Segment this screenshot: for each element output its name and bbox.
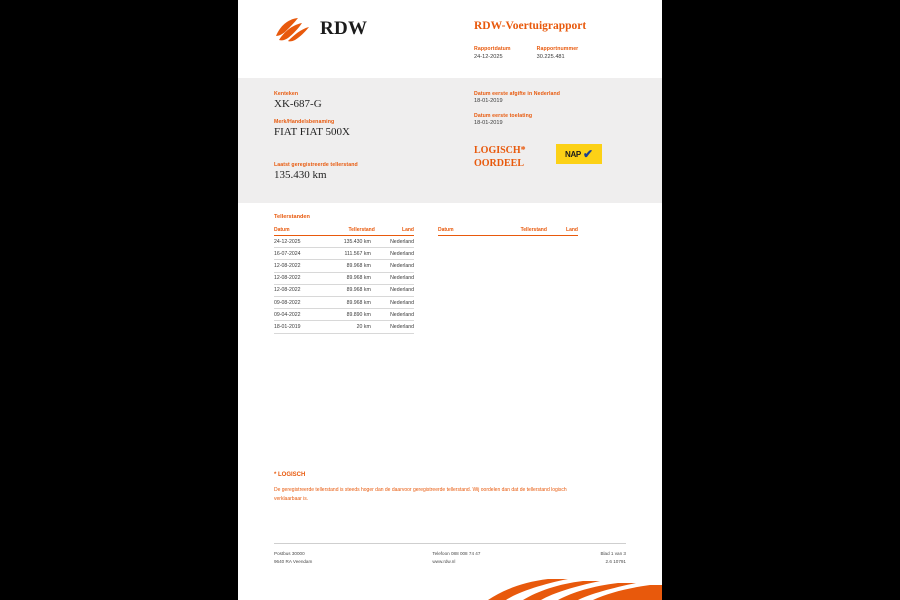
footer-phone: Telefoon 088 008 74 47 xyxy=(432,551,481,556)
table-row xyxy=(274,248,414,260)
cell-country: Nederland xyxy=(375,284,414,296)
last-odometer-block xyxy=(274,162,358,190)
cell-odometer: 89.968 km xyxy=(320,260,374,272)
first-admission-value: 18-01-2019 xyxy=(474,120,503,126)
odometer-section-title: Tellerstanden xyxy=(274,214,310,220)
cell-date: 12-08-2022 xyxy=(274,260,320,272)
table-row xyxy=(274,236,414,248)
cell-country: Nederland xyxy=(375,248,414,260)
column-header-country: Land xyxy=(375,227,414,236)
vehicle-identity-block xyxy=(274,91,350,147)
rdw-logo xyxy=(274,16,367,42)
footer-address-line1: Postbus 30000 xyxy=(274,551,305,556)
nap-badge xyxy=(556,144,602,164)
table-header-row xyxy=(438,227,578,236)
column-header-date: Datum xyxy=(438,227,478,236)
last-odometer-label: Laatst geregistreerde tellerstand xyxy=(274,162,358,168)
page-title: RDW-Voertuigrapport xyxy=(474,20,587,32)
rdw-logo-icon xyxy=(274,16,312,42)
license-plate-value: XK-687-G xyxy=(274,98,322,110)
cell-date: 09-04-2022 xyxy=(274,309,320,321)
odometer-table-right xyxy=(438,227,578,236)
column-header-odometer: Tellerstand xyxy=(320,227,374,236)
first-admission-label: Datum eerste toelating xyxy=(474,113,533,119)
column-header-country: Land xyxy=(547,227,578,236)
cell-date: 18-01-2019 xyxy=(274,321,320,333)
footer-contact xyxy=(432,550,480,565)
table-row xyxy=(274,296,414,308)
report-date-label: Rapportdatum xyxy=(474,46,511,52)
cell-odometer: 111.567 km xyxy=(320,248,374,260)
odometer-table-body xyxy=(274,236,414,334)
footer-graphic xyxy=(238,578,662,600)
footer-website[interactable]: www.rdw.nl xyxy=(432,558,456,564)
column-header-date: Datum xyxy=(274,227,320,236)
footer-address xyxy=(274,550,312,565)
odometer-table-left xyxy=(274,227,414,334)
report-meta xyxy=(474,46,604,60)
check-icon: ✔ xyxy=(582,147,594,161)
report-date-block xyxy=(474,46,511,60)
rdw-logo-text: RDW xyxy=(320,18,368,39)
nap-badge-text: NAP xyxy=(564,149,581,159)
cell-odometer: 89.890 km xyxy=(320,309,374,321)
table-row xyxy=(274,321,414,333)
verdict-line-1: LOGISCH* xyxy=(474,145,526,156)
verdict-line-2: OORDEEL xyxy=(474,158,525,169)
cell-odometer: 89.968 km xyxy=(320,296,374,308)
report-number-label: Rapportnummer xyxy=(536,46,579,52)
document-footer xyxy=(274,543,626,565)
footer-address-line2: 9640 RA Veendam xyxy=(274,558,313,564)
cell-country: Nederland xyxy=(375,236,414,248)
document-header xyxy=(238,0,662,78)
cell-date: 12-08-2022 xyxy=(274,284,320,296)
cell-odometer: 20 km xyxy=(320,321,374,333)
table-row xyxy=(274,284,414,296)
cell-odometer: 135.430 km xyxy=(320,236,374,248)
cell-country: Nederland xyxy=(375,309,414,321)
footer-form-code: 2.6 10791 xyxy=(605,558,626,564)
column-header-odometer: Tellerstand xyxy=(478,227,546,236)
cell-date: 24-12-2025 xyxy=(274,236,320,248)
footer-pagination xyxy=(600,550,626,565)
cell-odometer: 89.968 km xyxy=(320,284,374,296)
cell-country: Nederland xyxy=(375,296,414,308)
report-number-value: 30.225.481 xyxy=(536,54,565,60)
cell-country: Nederland xyxy=(375,260,414,272)
last-odometer-value: 135.430 km xyxy=(274,169,327,181)
table-row xyxy=(274,309,414,321)
verdict-text xyxy=(474,144,526,170)
make-model-value: FIAT FIAT 500X xyxy=(274,126,350,138)
cell-date: 16-07-2024 xyxy=(274,248,320,260)
cell-date: 12-08-2022 xyxy=(274,272,320,284)
table-row xyxy=(274,260,414,272)
first-registration-nl-label: Datum eerste afgifte in Nederland xyxy=(474,91,561,97)
document-page xyxy=(238,0,662,600)
make-model-label: Merk/Handelsbenaming xyxy=(274,119,335,125)
footnote-body: De geregistreerde tellerstand is steeds hoger dan de daarvoor geregistreerde tellerstand. Wij oordelen dan dat de tellerstand logisch verklaarbaar is. xyxy=(274,487,567,502)
first-registration-nl-value: 18-01-2019 xyxy=(474,98,503,104)
cell-date: 09-08-2022 xyxy=(274,296,320,308)
cell-odometer: 89.968 km xyxy=(320,272,374,284)
report-number-block xyxy=(537,46,579,60)
cell-country: Nederland xyxy=(375,272,414,284)
vehicle-info-panel xyxy=(238,78,662,203)
footer-page-number: Blad 1 van 3 xyxy=(600,551,626,556)
table-header-row xyxy=(274,227,414,236)
cell-country: Nederland xyxy=(375,321,414,333)
footnote-title: * LOGISCH xyxy=(274,472,306,478)
license-plate-label: Kenteken xyxy=(274,91,299,97)
vehicle-dates-block xyxy=(474,91,560,135)
report-date-value: 24-12-2025 xyxy=(474,54,503,60)
table-row xyxy=(274,272,414,284)
